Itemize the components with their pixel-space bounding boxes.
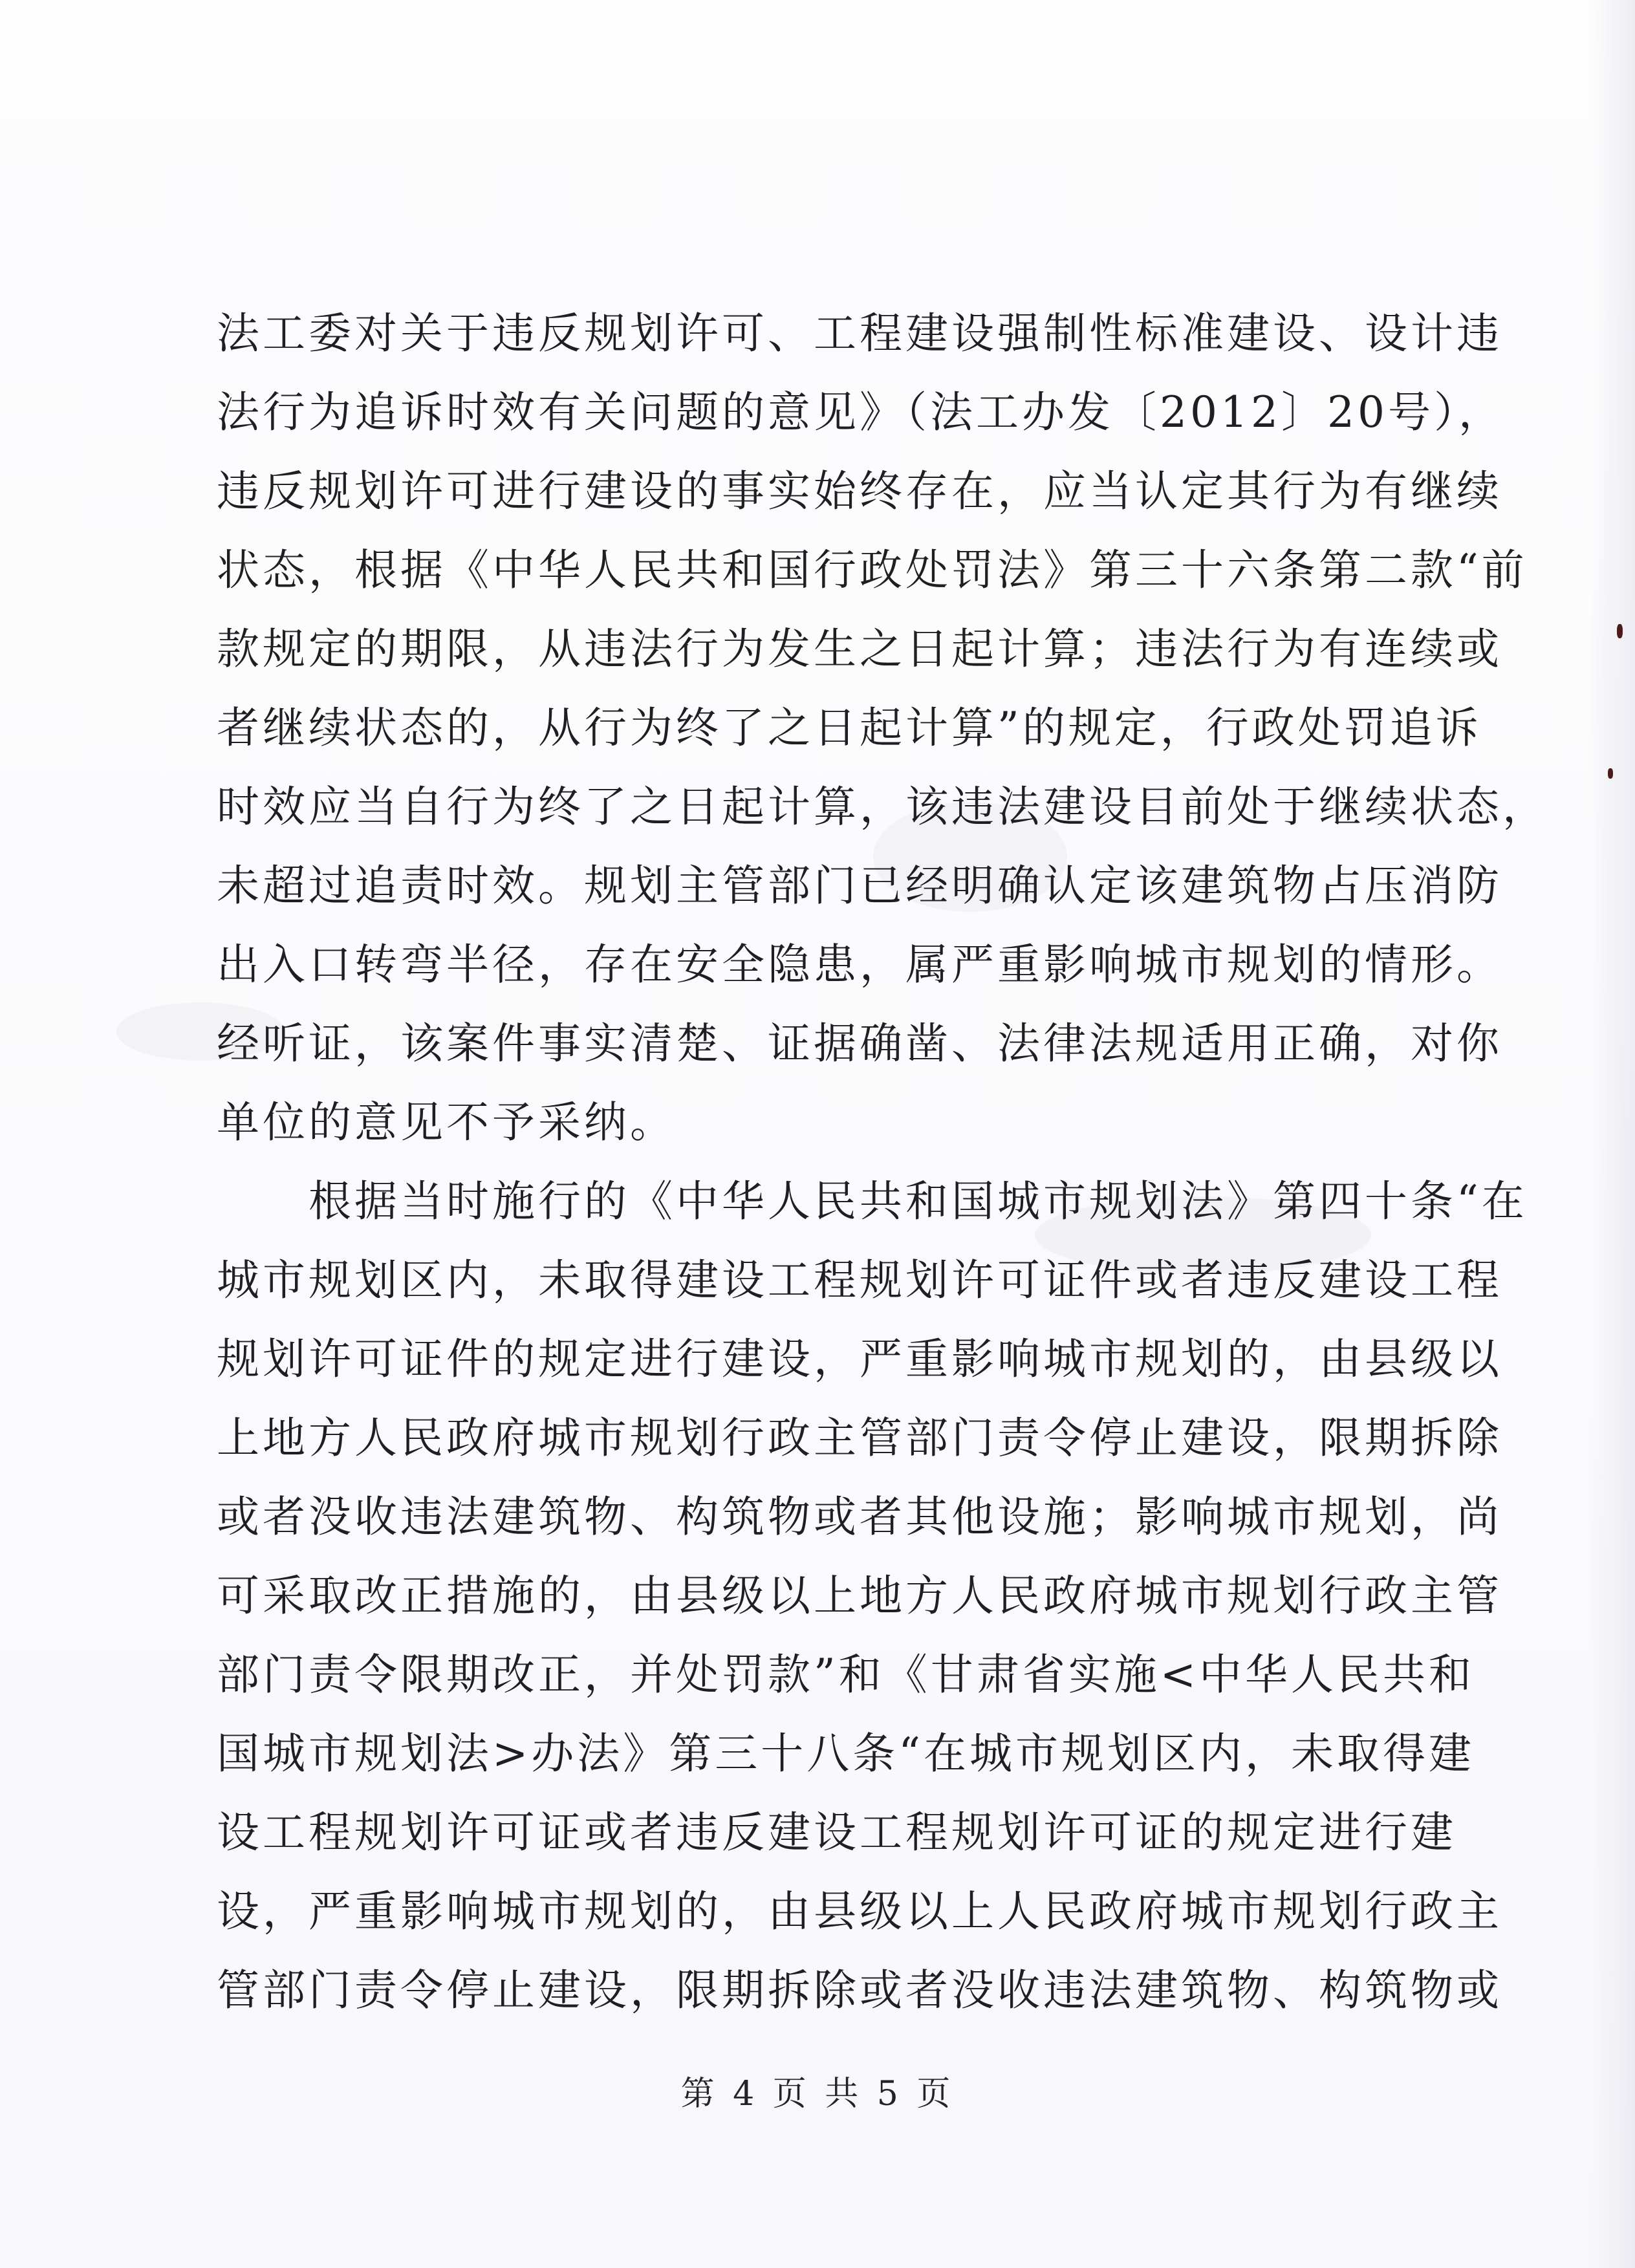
text-line: 经听证，该案件事实清楚、证据确凿、法律法规适用正确，对你 (217, 1019, 1502, 1068)
page-number-footer: 第 4 页 共 5 页 (680, 2075, 955, 2113)
edge-mark (1608, 768, 1613, 779)
text-line: 出入口转弯半径，存在安全隐患，属严重影响城市规划的情形。 (217, 940, 1502, 989)
text-line: 根据当时施行的《中华人民共和国城市规划法》第四十条“在 (217, 1176, 1528, 1226)
text-line: 或者没收违法建筑物、构筑物或者其他设施；影响城市规划，尚 (217, 1492, 1502, 1542)
text-line: 违反规划许可进行建设的事实始终存在，应当认定其行为有继续 (217, 466, 1502, 516)
text-line: 时效应当自行为终了之日起计算，该违法建设目前处于继续状态， (217, 782, 1548, 832)
text-line: 设，严重影响城市规划的，由县级以上人民政府城市规划行政主 (217, 1886, 1502, 1936)
text-line: 单位的意见不予采纳。 (217, 1097, 676, 1147)
body-text (217, 294, 1548, 2030)
text-line: 国城市规划法>办法》第三十八条“在城市规划区内，未取得建 (217, 1729, 1475, 1778)
paragraph-2 (217, 1162, 1528, 2030)
text-line: 者继续状态的，从行为终了之日起计算”的规定，行政处罚追诉 (217, 703, 1482, 753)
text-line: 未超过追责时效。规划主管部门已经明确认定该建筑物占压消防 (217, 861, 1502, 911)
scan-edge-shadow (1590, 0, 1635, 2268)
text-line: 规划许可证件的规定进行建设，严重影响城市规划的，由县级以 (217, 1334, 1502, 1384)
text-line: 城市规划区内，未取得建设工程规划许可证件或者违反建设工程 (217, 1255, 1502, 1305)
text-line: 状态，根据《中华人民共和国行政处罚法》第三十六条第二款“前 (217, 545, 1528, 595)
text-line: 管部门责令停止建设，限期拆除或者没收违法建筑物、构筑物或 (217, 1965, 1502, 2015)
text-line: 可采取改正措施的，由县级以上地方人民政府城市规划行政主管 (217, 1571, 1502, 1621)
text-line: 部门责令限期改正，并处罚款”和《甘肃省实施<中华人民共和 (217, 1650, 1475, 1700)
paragraph-1 (217, 294, 1548, 1162)
text-line: 上地方人民政府城市规划行政主管部门责令停止建设，限期拆除 (217, 1413, 1502, 1463)
text-line: 款规定的期限，从违法行为发生之日起计算；违法行为有连续或 (217, 624, 1502, 674)
text-line: 法工委对关于违反规划许可、工程建设强制性标准建设、设计违 (217, 308, 1502, 358)
text-line: 设工程规划许可证或者违反建设工程规划许可证的规定进行建 (217, 1808, 1456, 1857)
text-line: 法行为追诉时效有关问题的意见》（法工办发〔2012〕20号）， (217, 387, 1504, 437)
edge-mark (1617, 624, 1623, 638)
